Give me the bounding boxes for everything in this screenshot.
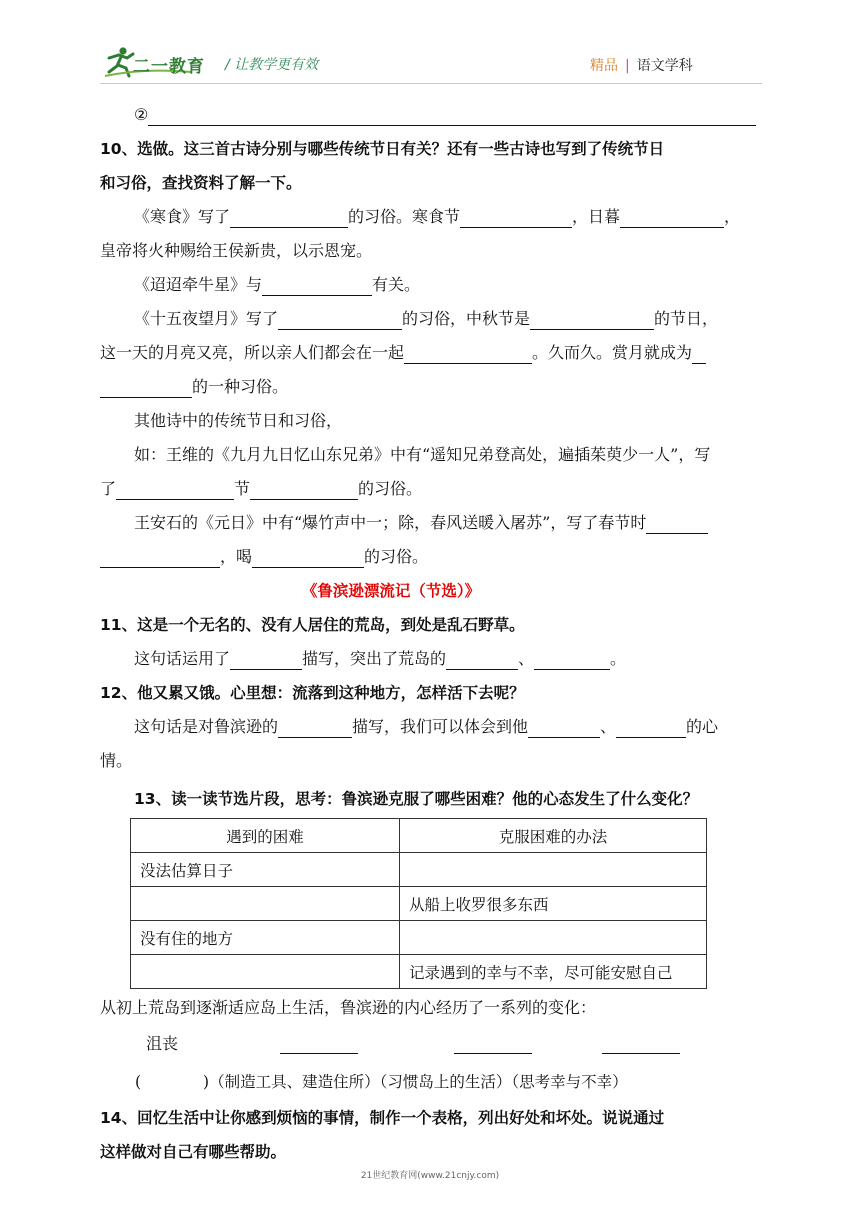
answer-blank[interactable]: [230, 647, 302, 670]
question-11-text: 11、这是一个无名的、没有人居住的荒岛，到处是乱石野草。: [100, 616, 525, 634]
text: 情。: [100, 751, 133, 770]
header-divider: [100, 83, 762, 84]
hanshi-line-cont: [100, 234, 762, 268]
change-intro: [100, 991, 762, 1025]
answer-blank[interactable]: [616, 715, 686, 738]
question-14: [100, 1101, 762, 1135]
table-cell-blank[interactable]: [400, 921, 707, 955]
answer-blank[interactable]: [534, 647, 610, 670]
question-14-text: 14、回忆生活中让你感到烦恼的事情，制作一个表格，列出好处和坏处。说说通过: [100, 1109, 665, 1127]
question-12: [100, 676, 762, 710]
answer-blank[interactable]: [250, 477, 358, 500]
slogan: / 让教学更有效: [225, 57, 319, 73]
page-footer: 21世纪教育网(www.21cnjy.com): [360, 1171, 500, 1181]
answer-blank[interactable]: [692, 341, 706, 364]
question-11: [100, 608, 762, 642]
wangwei-line: [100, 438, 762, 472]
text: 描写，我们可以体会到他: [352, 717, 529, 736]
question-10-text: 10、选做。这三首古诗分别与哪些传统节日有关？还有一些古诗也写到了传统节日: [100, 140, 665, 158]
table-row: [131, 887, 707, 921]
mood-change-flow: [100, 1025, 762, 1065]
wangwei-line-cont: [100, 472, 762, 506]
subject-label: 语文学科: [636, 58, 693, 74]
logo-text: 二一教育: [133, 57, 205, 77]
text: 。久而久。赏月就成为: [532, 343, 693, 362]
question-10: [100, 132, 762, 166]
answer-blank[interactable]: [646, 511, 708, 534]
circle-number: ②: [134, 105, 149, 124]
wanganshi-line-cont: [100, 540, 762, 574]
header-separator: |: [625, 58, 630, 74]
answer-blank[interactable]: [262, 273, 372, 296]
question-13: [100, 782, 762, 816]
table-header: 遇到的困难: [131, 819, 400, 853]
text: 有关。: [372, 275, 421, 294]
text: 这句话是对鲁滨逊的: [134, 717, 279, 736]
shiwu-line-end: [100, 370, 762, 404]
flow-start-label: 沮丧: [146, 1034, 179, 1053]
text: ，喝: [220, 547, 253, 566]
answer-blank[interactable]: [116, 477, 234, 500]
text: 《迢迢牵牛星》与: [134, 275, 263, 294]
question-13-text: 13、读一读节选片段，思考：鲁滨逊克服了哪些困难？他的心态发生了什么变化？: [134, 790, 699, 808]
text: 的节日，: [654, 309, 719, 328]
table-row: [131, 853, 707, 887]
question-11-answer: [100, 642, 762, 676]
table-cell: 没有住的地方: [131, 921, 400, 955]
flow-blank[interactable]: [280, 1053, 358, 1054]
text: 的习俗，中秋节是: [402, 309, 531, 328]
answer-blank[interactable]: [460, 205, 572, 228]
table-header: 克服困难的办法: [400, 819, 707, 853]
text: 的习俗。寒食节: [348, 207, 461, 226]
answer-blank[interactable]: [100, 375, 192, 398]
hanshi-line: [100, 200, 762, 234]
question-14-text-cont: 这样做对自己有哪些帮助。: [100, 1143, 287, 1161]
table-cell-blank[interactable]: [400, 853, 707, 887]
text: 从初上荒岛到逐渐适应岛上生活，鲁滨逊的内心经历了一系列的变化：: [100, 998, 597, 1017]
question-12-answer: [100, 710, 762, 744]
text: 这一天的月亮又亮，所以亲人们都会在一起: [100, 343, 405, 362]
table-cell: 从船上收罗很多东西: [400, 887, 707, 921]
text: 的心: [686, 717, 719, 736]
question-12-answer-cont: [100, 744, 762, 778]
table-cell: 没法估算日子: [131, 853, 400, 887]
table-row: [131, 955, 707, 989]
answer-blank[interactable]: [404, 341, 532, 364]
table-cell-blank[interactable]: [131, 955, 400, 989]
text: 的一种习俗。: [192, 377, 289, 396]
text: 其他诗中的传统节日和习俗，: [134, 411, 343, 430]
answer-blank[interactable]: [446, 647, 518, 670]
text: 这句话运用了: [134, 649, 231, 668]
answer-blank[interactable]: [252, 545, 364, 568]
header-right: [590, 55, 693, 75]
answer-blank[interactable]: [230, 205, 348, 228]
wanganshi-line: [100, 506, 762, 540]
question-12-text: 12、他又累又饿。心里想：流落到这种地方，怎样活下去呢？: [100, 684, 525, 702]
answer-blank[interactable]: [530, 307, 654, 330]
flow-blank[interactable]: [602, 1053, 680, 1054]
flow-blank[interactable]: [454, 1053, 532, 1054]
answer-blank[interactable]: [620, 205, 724, 228]
text: 王安石的《元日》中有“爆竹声中一；除，春风送暖入屠苏”，写了春节时: [134, 513, 647, 532]
table-cell-blank[interactable]: [131, 887, 400, 921]
answer-blank[interactable]: [528, 715, 600, 738]
text: 的习俗。: [364, 547, 429, 566]
answer-blank[interactable]: [278, 307, 402, 330]
text: 了: [100, 479, 117, 498]
qianniu-line: [100, 268, 762, 302]
section-title: 《鲁滨逊漂流记（节选）》: [301, 582, 481, 600]
difficulty-table: [130, 818, 707, 989]
text: 皇帝将火种赐给王侯新贵，以示恩宠。: [100, 241, 373, 260]
page-header: [0, 0, 860, 90]
text: ，日暮: [572, 207, 621, 226]
question-10-text-cont: 和习俗，查找资料了解一下。: [100, 174, 302, 192]
worksheet-content: [100, 98, 762, 1169]
other-poems-line: [100, 404, 762, 438]
shiwu-line-cont: [100, 336, 762, 370]
quality-label: 精品: [590, 58, 618, 74]
text: 描写，突出了荒岛的: [302, 649, 447, 668]
text: 《寒食》写了: [134, 207, 231, 226]
answer-blank[interactable]: [100, 545, 220, 568]
flow-hints-row: ( )（制造工具、建造住所）（习惯岛上的生活）（思考幸与不幸）: [135, 1073, 628, 1091]
text: ，: [724, 207, 741, 226]
text: 节: [234, 479, 251, 498]
text: 、: [600, 717, 617, 736]
table-header-row: [131, 819, 707, 853]
text: 《十五夜望月》写了: [134, 309, 279, 328]
answer-line-2: [100, 98, 762, 132]
text: 的习俗。: [358, 479, 423, 498]
text: 。: [610, 649, 627, 668]
answer-blank[interactable]: [148, 103, 756, 126]
shiwu-line: [100, 302, 762, 336]
question-10-cont: [100, 166, 762, 200]
table-cell: 记录遇到的幸与不幸，尽可能安慰自己: [400, 955, 707, 989]
question-14-cont: [100, 1135, 762, 1169]
table-row: [131, 921, 707, 955]
text: 如：王维的《九月九日忆山东兄弟》中有“遥知兄弟登高处，遍插茱萸少一人”，写: [134, 445, 711, 464]
text: 、: [518, 649, 535, 668]
answer-blank[interactable]: [278, 715, 352, 738]
